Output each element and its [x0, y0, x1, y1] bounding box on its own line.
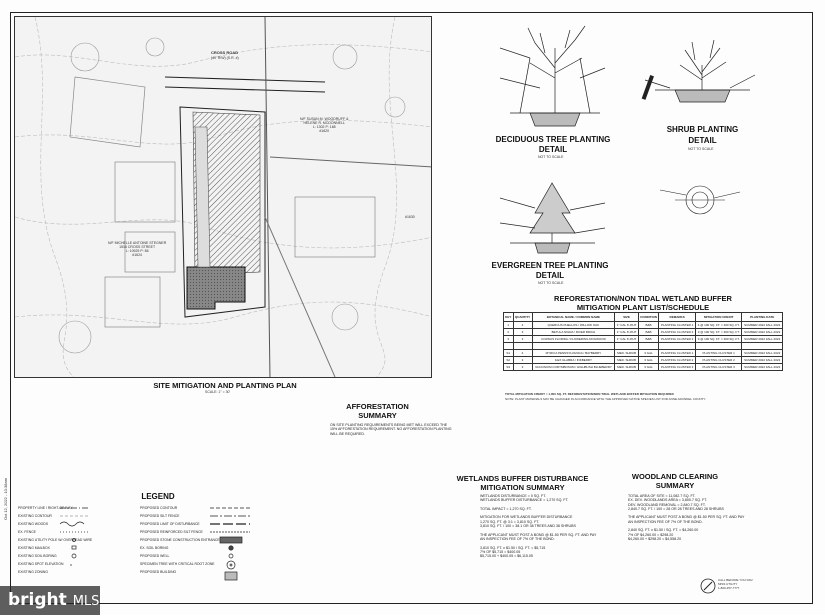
summary-line: 3,810 SQ. FT. x $1.50 / SQ. FT. = $5,715 [480, 545, 546, 550]
table-cell: 3 @ 100 SQ. FT. = 300 SQ. FT. [695, 336, 741, 343]
table-cell: B&B [638, 336, 659, 343]
table-cell [615, 343, 638, 350]
evergreen-title: EVERGREEN TREE PLANTING [491, 261, 609, 270]
table-cell: 3 GAL [638, 364, 659, 371]
shovel-icon [700, 578, 716, 594]
table-cell: MYRICA PENNSYLVANICA / BAYBERRY [532, 350, 615, 357]
table-row [504, 350, 783, 357]
table-cell: 3 GAL [638, 350, 659, 357]
watermark-text-b: MLS [72, 594, 100, 609]
table-cell: QUERCUS PHELLOS / WILLOW OAK [532, 322, 615, 329]
table-row [504, 364, 783, 371]
legend-item: PROPOSED CONTOUR [140, 506, 178, 510]
table-cell: ILEX GLABRA / INKBERRY [532, 357, 615, 364]
table-cell: B&B [638, 329, 659, 336]
site-plan-drawing [15, 17, 432, 378]
site-plan-scale: SCALE: 1" = 30' [205, 390, 231, 394]
summary-line: AN INSPECTION FEE OF 7% OF THE BOND. [628, 519, 703, 524]
wetlands-title-2: MITIGATION SUMMARY [480, 483, 565, 492]
summary-line: THE APPLICANT MUST POST A BOND @ $1.50 PER SQ. FT. AND PAY [480, 532, 597, 537]
afforestation-title-2: SUMMARY [358, 411, 397, 420]
afforestation-title: AFFORESTATION [346, 402, 409, 411]
header-cell: CONDITION [638, 313, 659, 322]
legend-item: SPECIMEN TREE WITH CRITICAL ROOT ZONE [140, 562, 215, 566]
woodland-title: WOODLAND CLEARING [631, 472, 719, 481]
legend-item: EXISTING SPOT ELEVATION [18, 562, 64, 566]
summary-line: 2,840.7 SQ. FT. / 100 = 28 OR 28 TREES AND 28 SHRUBS [628, 506, 724, 511]
legend-item: EXISTING CONTOUR [18, 514, 52, 518]
wetlands-summary-text [480, 494, 620, 558]
evergreen-scale-note: NOT TO SCALE [538, 281, 564, 285]
woodland-title-2: SUMMARY [655, 481, 695, 490]
evergreen-title-detail: DETAIL [535, 271, 565, 280]
header-cell: QUANTITY [513, 313, 532, 322]
table-cell: MED. SHRUB [615, 357, 638, 364]
table-cell: 3 [513, 364, 532, 371]
table-cell: VACCINIUM CORYMBOSUM / HIGHBUSH BLUEBERRY [532, 364, 615, 371]
table-cell: SUMMER 2022 FALL 2022 [742, 329, 783, 336]
table-cell: B&B [638, 322, 659, 329]
svg-text:x: x [70, 562, 72, 567]
table-cell [532, 343, 615, 350]
legend-item: EX. FENCE [18, 530, 36, 534]
legend-item: PROPOSED REINFORCED SILT FENCE [140, 530, 203, 534]
table-cell: 4 [513, 350, 532, 357]
header-cell: MITIGATION CREDIT [695, 313, 741, 322]
table-cell: 3 [504, 336, 514, 343]
table-cell: 3 [513, 329, 532, 336]
shrub-detail-drawing [640, 30, 765, 120]
deciduous-scale-note: NOT TO SCALE [538, 155, 564, 159]
table-cell [638, 343, 659, 350]
summary-line: $4,260.00 + $298.20 = $4,558.20 [628, 536, 682, 541]
table-cell: SUMMER 2022 FALL 2022 [742, 357, 783, 364]
deciduous-detail-drawing [490, 18, 620, 133]
road-label: CROSS ROAD [211, 50, 239, 55]
legend-item: PROPOSED STONE CONSTRUCTION ENTRANCE [140, 538, 220, 542]
evergreen-detail-drawing [495, 178, 610, 258]
legend-item: PROPERTY LINE / RIGHT-OF-WAY [18, 506, 73, 510]
legend-item: EX. SOIL BORING [140, 546, 169, 550]
header-cell: SIZE [615, 313, 638, 322]
table-cell: 1" CAL 6'-8'HT [616, 323, 637, 327]
summary-line: 3,810 SQ. FT. / 100 = 38.1 OR 38 TREES AND 38 SHRUBS [480, 524, 576, 529]
table-cell: PLANTING CLUSTER 1 [695, 350, 741, 357]
plant-table-note: NOTE: PLANT MATERIALS MAY BE CHANGED IN ACCORDANCE WITH THE APPROVED NATIVE SPECIES LIST FOR ANNE ARUNDEL COUNTY. [505, 397, 706, 401]
summary-line: MITIGATION FOR WETLANDS BUFFER DISTURBANCE [480, 515, 573, 520]
plant-table-header-row [504, 313, 783, 322]
shrub-title-detail: DETAIL [688, 136, 717, 145]
summary-line: 7% OF $4,260.00 = $298.20 [628, 532, 674, 537]
summary-line: DEV. WOODLAND REMOVAL = 2,840.7 SQ. FT. [628, 502, 706, 507]
table-cell: MED. SHRUB [615, 364, 638, 371]
summary-line: 7% OF $5,715 = $400.05 [480, 549, 521, 554]
plant-schedule-table [503, 312, 783, 371]
site-plan-panel [14, 16, 432, 378]
table-cell [659, 343, 696, 350]
table-cell: PLANTING CLUSTER 3 [695, 364, 741, 371]
table-cell: PLANTING CLUSTER 2 [695, 357, 741, 364]
legend-item: PROPOSED LIMIT OF DISTURBANCE [140, 522, 200, 526]
legend-item: EXISTING SOIL BORING [18, 554, 57, 558]
table-cell: SUMMER 2022 FALL 2022 [742, 336, 783, 343]
parcel-number: #1630 [405, 215, 415, 219]
table-cell: PLANTING CLUSTER 1 [659, 350, 696, 357]
table-cell: SUMMER 2022 FALL 2022 [742, 364, 783, 371]
summary-line: TOTAL IMPACT = 1,270 SQ. FT. [480, 506, 532, 511]
watermark-text-a: bright [8, 590, 67, 610]
table-cell: 1" CAL 6'-8'HT [616, 337, 637, 341]
table-row [504, 357, 783, 364]
table-cell: 2 [504, 329, 514, 336]
table-cell: PLANTING CLUSTER 2 [659, 357, 696, 364]
table-cell: 1 [504, 322, 514, 329]
summary-line: 1,270 SQ. FT. @ 3:1 = 3,810 SQ. FT. [480, 519, 540, 524]
summary-line: TOTAL AREA OF SITE = 11,082.7 SQ. FT. [628, 494, 696, 498]
site-plan-title: SITE MITIGATION AND PLANTING PLAN [153, 381, 297, 390]
header-cell: REMARKS [659, 313, 696, 322]
table-row [504, 322, 783, 329]
header-cell: KEY [504, 313, 514, 322]
summary-line: 2,840 SQ. FT. x $1.50 / SQ. FT. = $4,260.00 [628, 528, 699, 533]
summary-line: WETLANDS DISTURBANCE = 0 SQ. FT. [480, 494, 546, 498]
adjacent-owner-note: N/F SUSAN M. WOODRUFF & HELENE R. MCDONNELL L: 1302 P: 168 #1620 [300, 117, 349, 133]
table-cell: MED. SHRUB [615, 350, 638, 357]
table-cell: CORNUS FLORIDA / FLOWERING DOGWOOD [532, 336, 615, 343]
table-cell: 3 [513, 357, 532, 364]
header-cell: BOTANICAL NAME / COMMON NAME [532, 313, 615, 322]
call-before-you-dig: CALL BEFORE YOU DIG! MISS UTILITY 1-800-257-7777 [718, 578, 753, 590]
legend-item: PROPOSED WELL [140, 554, 170, 558]
planting-plan-detail-drawing [655, 180, 745, 225]
table-cell [742, 343, 783, 350]
legend-item: EXISTING ZONING [18, 570, 48, 574]
table-cell [504, 343, 514, 350]
wetlands-title: WETLANDS BUFFER DISTURBANCE [456, 474, 589, 483]
table-cell: PLANTING CLUSTER 3 [659, 336, 696, 343]
table-cell: PLANTING CLUSTER 3 [659, 364, 696, 371]
table-cell: PLANTING CLUSTER 2 [659, 329, 696, 336]
plant-table-footer: TOTAL MITIGATION CREDIT = 1,000 SQ. FT. REFORESTATION/NON TIDAL WETLAND BUFFER MITIGATION REQUIRED [505, 392, 674, 396]
table-row [504, 329, 783, 336]
table-cell: SUMMER 2022 FALL 2022 [742, 322, 783, 329]
plot-date-stamp: Oct 12, 2022 - 10:38am [3, 477, 8, 520]
legend-title: LEGEND [141, 492, 175, 501]
table-cell: S1 [504, 350, 514, 357]
table-cell: PLANTING CLUSTER 1 [659, 322, 696, 329]
shrub-title: SHRUB PLANTING [666, 125, 739, 134]
legend-symbols [60, 505, 310, 585]
table-cell [695, 343, 741, 350]
legend-item: EXISTING MAILBOX [18, 546, 50, 550]
table-row [504, 336, 783, 343]
table-cell: BETULA NIGRA / RIVER BIRCH [532, 329, 615, 336]
legend-item: PROPOSED BUILDING [140, 570, 177, 574]
legend-item: PROPOSED SILT FENCE [140, 514, 180, 518]
summary-line: THE APPLICANT MUST POST A BOND @ $1.50 PER SQ. FT. AND PAY [628, 515, 745, 520]
legend-item: EXISTING WOODS [18, 522, 48, 526]
table-cell: 3 GAL [638, 357, 659, 364]
table-cell: 4 @ 100 SQ. FT. = 400 SQ. FT. [695, 322, 741, 329]
watermark-logo [0, 586, 100, 615]
table-cell: 3 @ 100 SQ. FT. = 300 SQ. FT. [695, 329, 741, 336]
woodland-summary-text [628, 494, 768, 541]
reforestation-title-2: MITIGATION PLANT LIST/SCHEDULE [576, 303, 710, 312]
plant-table-body [504, 322, 783, 371]
deciduous-title: DECIDUOUS TREE PLANTING [495, 135, 611, 144]
summary-line: AN INSPECTION FEE OF 7% OF THE BOND. [480, 536, 555, 541]
afforestation-text: ON SITE PLANTING REQUIREMENTS BEING MET WILL EXCEED THE 15% AFFORESTATION REQUIREMENT. NO AFFORESTATION PLANTING WILL BE REQUIRED. [330, 423, 452, 436]
road-sublabel: (40' R/W) (S.R. #) [211, 56, 239, 60]
deciduous-title-detail: DETAIL [538, 145, 568, 154]
legend-item: EXISTING UTILITY POLE W/ OVERHEAD WIRE [18, 538, 93, 542]
summary-line: EX. DEV. WOODLANDS AREA = 3,800.7 SQ. FT. [628, 498, 708, 503]
table-cell: 3 [513, 336, 532, 343]
table-cell: SUMMER 2022 FALL 2022 [742, 350, 783, 357]
shrub-scale-note: NOT TO SCALE [688, 147, 714, 151]
summary-line: $5,715.00 + $400.05 = $6,115.05 [480, 554, 533, 559]
table-cell [513, 343, 532, 350]
reforestation-title: REFORESTATION/NON TIDAL WETLAND BUFFER [554, 294, 732, 303]
table-cell: S3 [504, 364, 514, 371]
table-cell: 1" CAL 6'-8'HT [616, 330, 637, 334]
lot-owner-note: N/F MICHELLE ANTOINE STEGNER 1516 CROSS STREET L: 10929 P: 86 #1624 [108, 241, 167, 257]
table-cell: S2 [504, 357, 514, 364]
header-cell: PLANTING DATE [742, 313, 783, 322]
table-cell: 4 [513, 322, 532, 329]
summary-line: WETLANDS BUFFER DISTURBANCE = 1,270 SQ. FT. [480, 498, 569, 503]
table-row [504, 343, 783, 350]
